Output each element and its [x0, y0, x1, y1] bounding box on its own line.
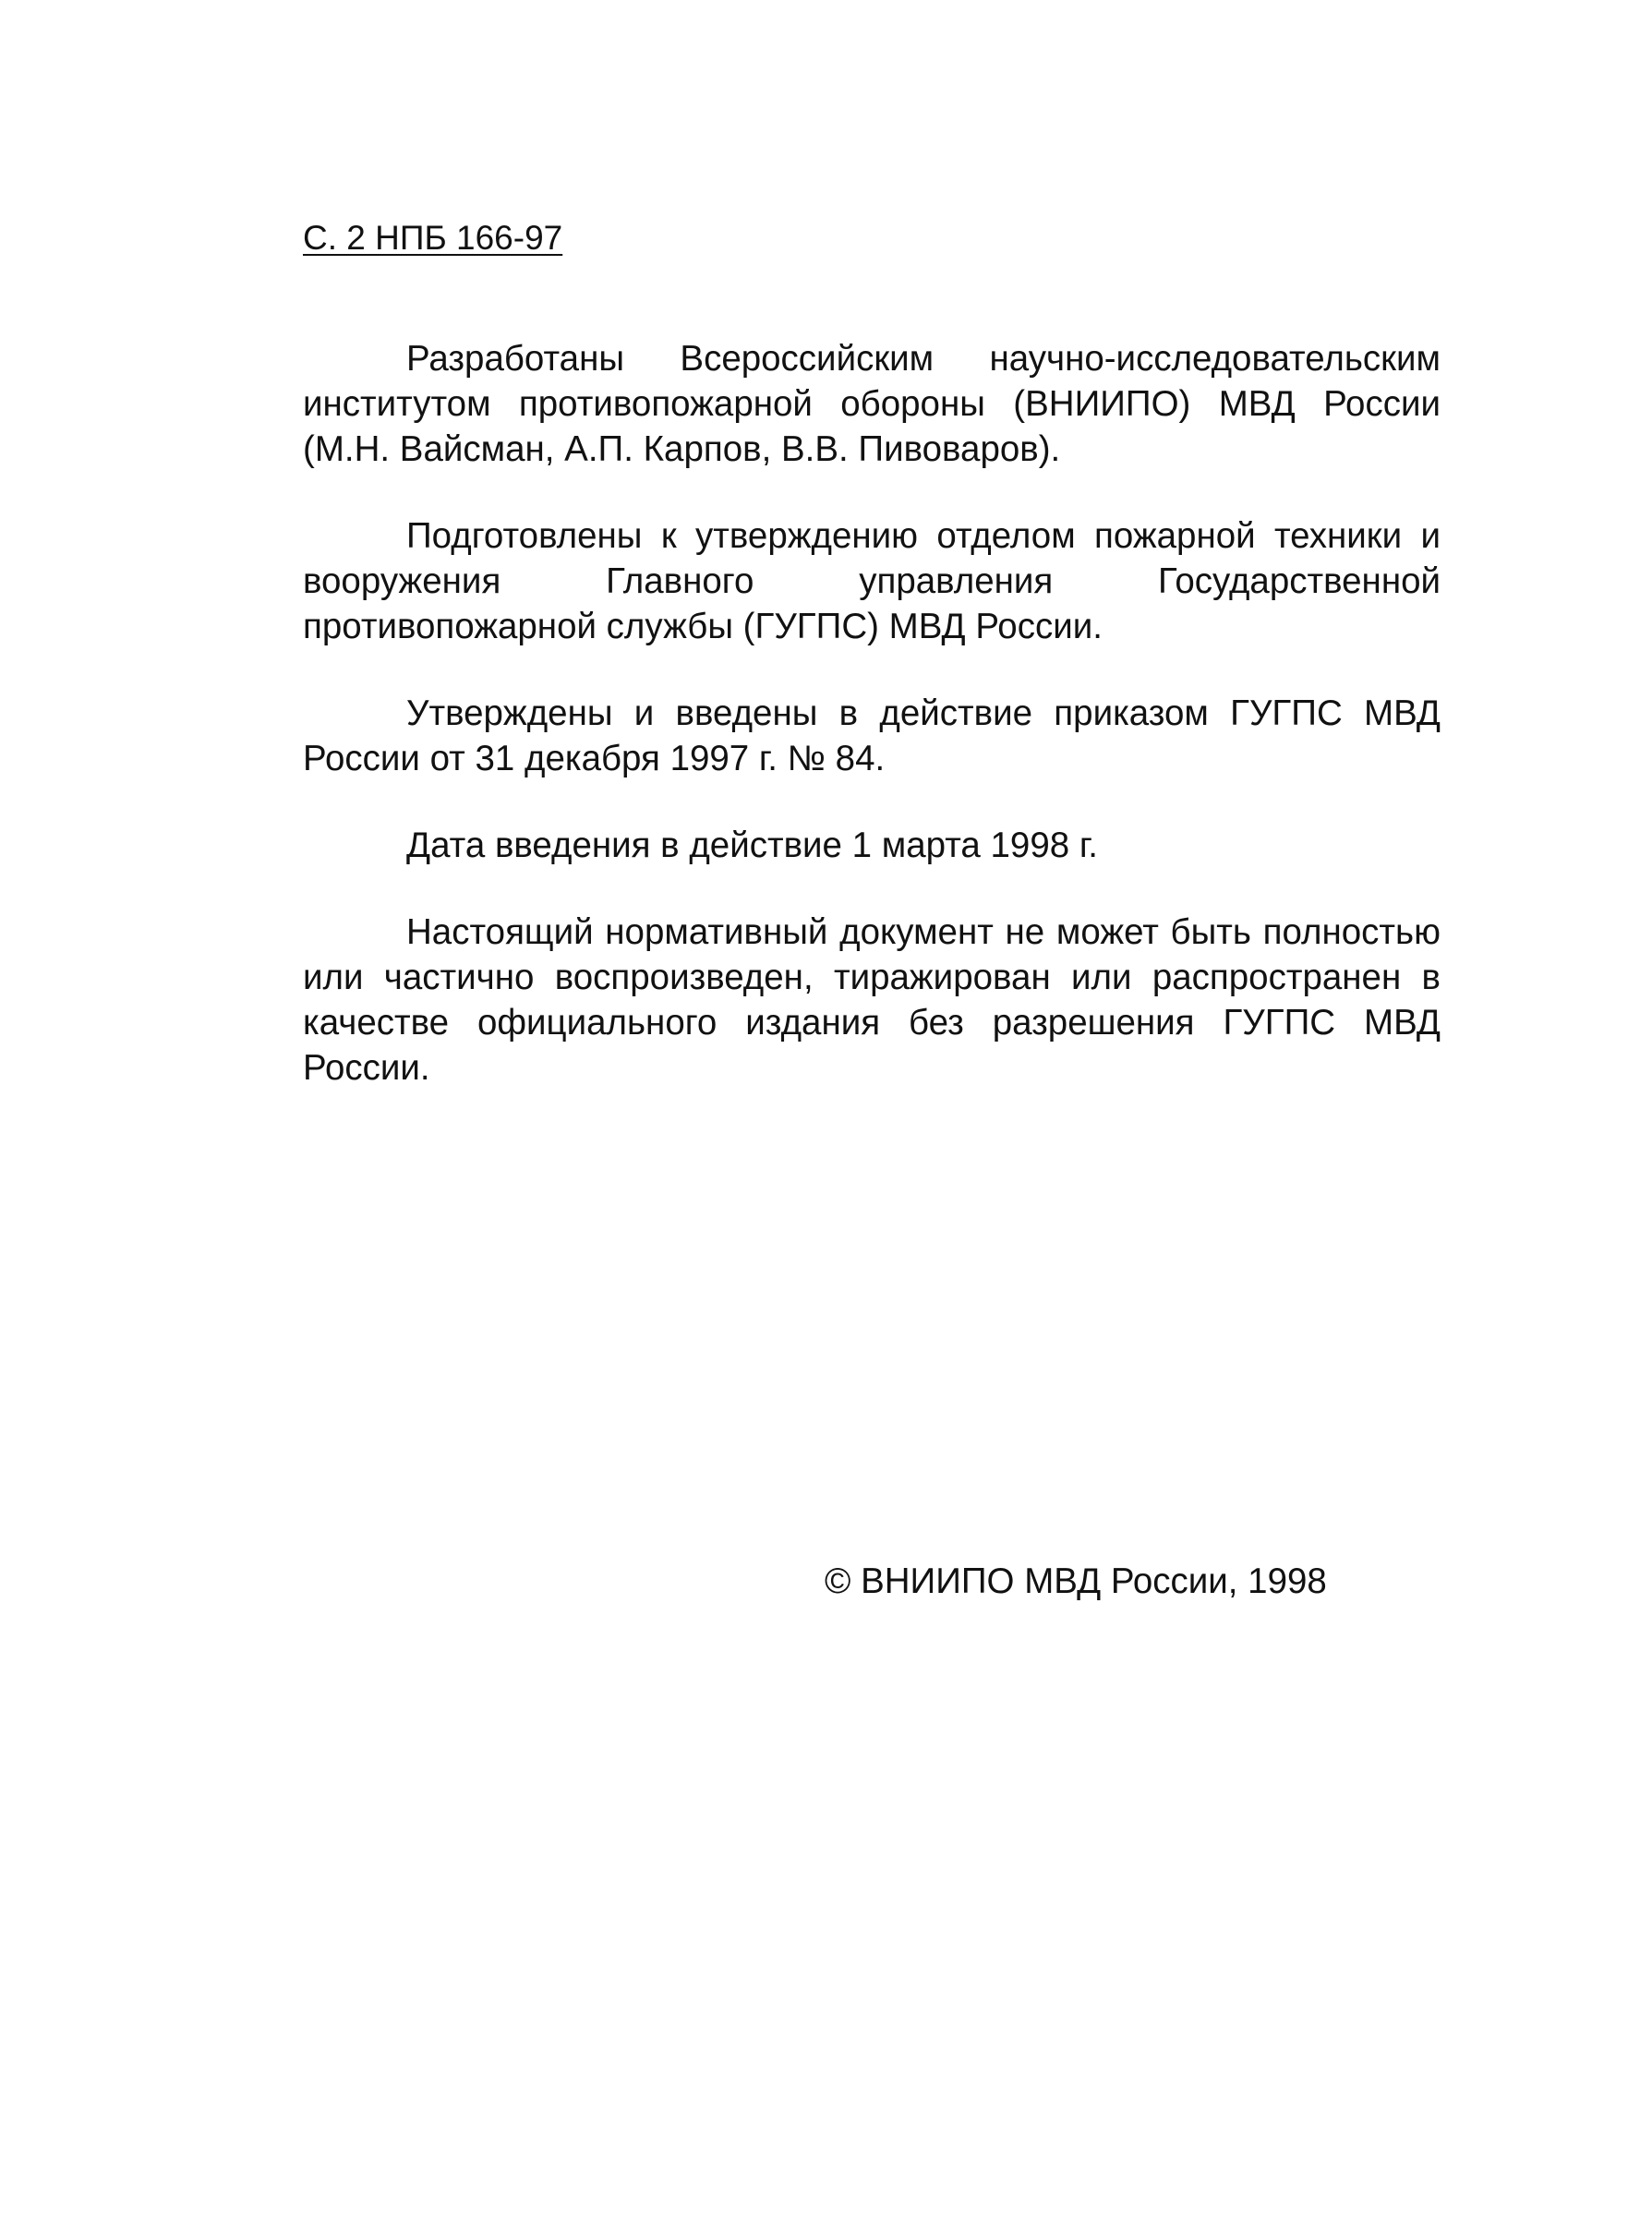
copyright-notice: © ВНИИПО МВД России, 1998	[825, 1561, 1327, 1601]
prepared-paragraph: Подготовлены к утверждению отделом пожарной техники и вооружения Главного управления Государственной противопожарной службы (ГУГПС) МВД России.	[303, 516, 1441, 646]
page-header: С. 2 НПБ 166-97	[303, 219, 563, 257]
developers-paragraph: Разработаны Всероссийским научно-исследовательским институтом противопожарной обороны (ВНИИПО) МВД России (М.Н. Вайсман, А.П. Карпов, В.В. Пивоваров).	[303, 339, 1441, 469]
approved-paragraph: Утверждены и введены в действие приказом ГУГПС МВД России от 31 декабря 1997 г. № 84.	[303, 693, 1441, 778]
document-body	[303, 336, 1441, 1132]
reproduction-notice-paragraph: Настоящий нормативный документ не может быть полностью или частично воспроизведен, тиражирован или распространен в качестве официального издания без разрешения ГУГПС МВД России.	[303, 912, 1441, 1088]
effective-date-paragraph: Дата введения в действие 1 марта 1998 г.	[406, 826, 1098, 865]
